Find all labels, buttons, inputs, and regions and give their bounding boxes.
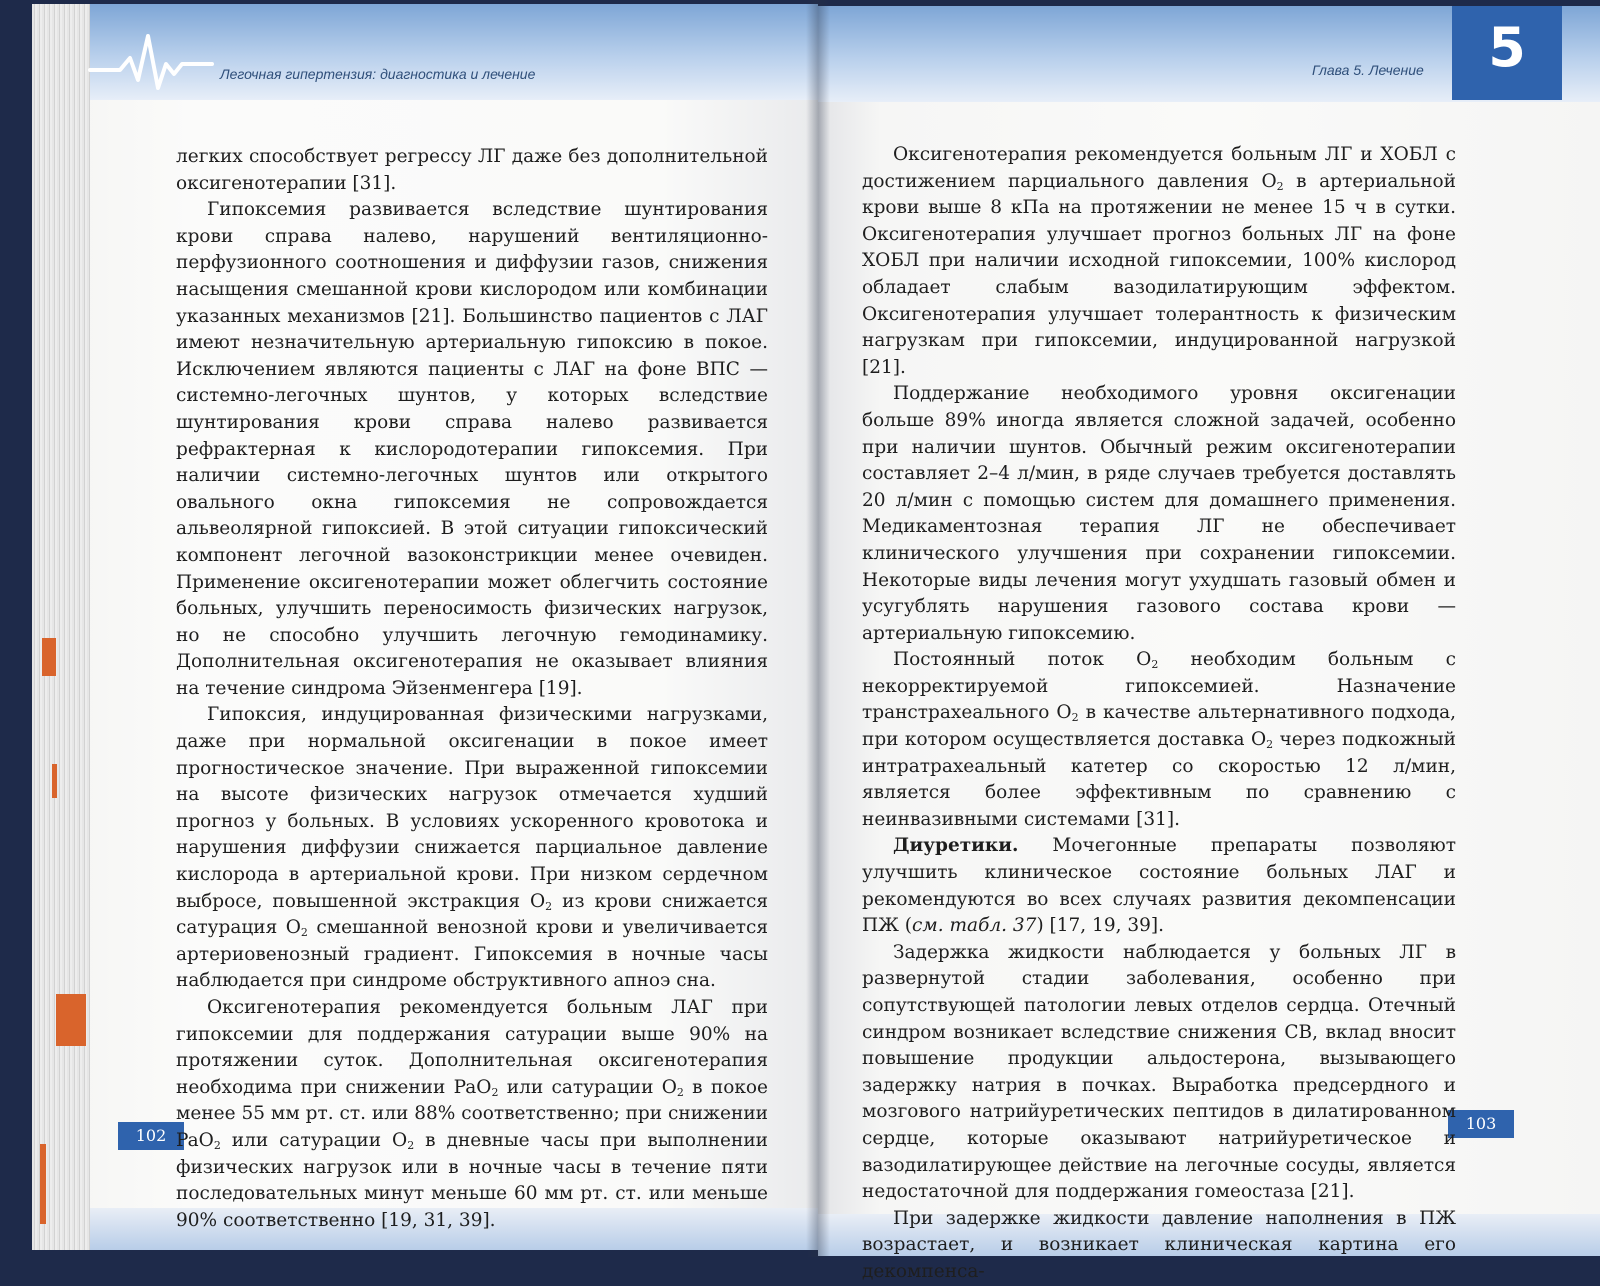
- table-reference: см. табл. 37: [912, 915, 1037, 937]
- paragraph: Оксигенотерапия рекомендуется больным ЛГ и ХОБЛ с достижением парциального давления $O_2$ в артериальной крови выше 8 кПа на протяжении не менее 15 ч в сутки. Оксигенотерапия улучшает прогноз больных ЛГ на фоне ХОБЛ при наличии исходной гипоксемии, 100% кислород обладает слабым вазодилатирующим эффектом. Оксигенотерапия улучшает толерантность к физическим нагрузкам при гипоксемии, индуцированной нагрузкой [21].: [862, 144, 1456, 378]
- paragraph: Постоянный поток $O_2$ необходим больным с некорректируемой гипоксемией. Назначение транстрахеального $O_2$ в качестве альтернативного подхода, при котором осуществляется доставка $O_2$ через подкожный интратрахеальный катетер со скоростью 12 л/мин, является более эффективным по сравнению с неинвазивными системами [31].: [862, 649, 1456, 830]
- book-gutter: [806, 0, 830, 1257]
- paragraph: легких способствует регрессу ЛГ даже без дополнительной оксигенотерапии [31].: [176, 146, 768, 194]
- paragraph: Гипоксемия развивается вследствие шунтирования крови справа налево, нарушений вентиляционно-перфузионного соотношения и диффузии газов, снижения насыщения смешанной крови кислородом или комбинации указанных механизмов [21]. Большинство пациентов с ЛАГ имеют незначительную артериальную гипоксию в покое. Исключением являются пациенты с ЛАГ на фоне ВПС — системно-легочных шунтов, у которых вследствие шунтирования крови справа налево развивается рефрактерная к кислородотерапии гипоксемия. При наличии системно-легочных шунтов или открытого овального окна гипоксемия не сопровождается альвеолярной гипоксией. В этой ситуации гипоксический компонент легочной вазоконстрикции менее очевиден. Применение оксигенотерапии может облегчить состояние больных, улучшить переносимость физических нагрузок, но не способно улучшить легочную гемодинамику. Дополнительная оксигенотерапия не оказывает влияния на течение синдрома Эйзенменгера [19].: [176, 199, 768, 699]
- running-title: Глава 5. Лечение: [1312, 62, 1424, 78]
- page-edge-strip: [32, 4, 90, 1250]
- page-edge-marker: [56, 994, 86, 1046]
- chapter-number-tab: 5: [1452, 6, 1562, 100]
- right-page-text: [862, 142, 1456, 1286]
- page-edge-marker: [42, 638, 56, 676]
- paragraph: При задержке жидкости давление наполнения в ПЖ возрастает, и возникает клиническая картина его декомпенса-: [862, 1207, 1456, 1282]
- running-title: Легочная гипертензия: диагностика и лечение: [220, 66, 536, 82]
- paragraph: Гипоксия, индуцированная физическими нагрузками, даже при нормальной оксигенации в покое имеет прогностическое значение. При выраженной гипоксемии на высоте физических нагрузок отмечается худший прогноз у больных. В условиях ускоренного кровотока и нарушения диффузии снижается парциальное давление кислорода в артериальной крови. При низком сердечном выбросе, повышенной экстракция $O_2$ из крови снижается сатурация $O_2$ смешанной венозной крови и увеличивается артериовенозный градиент. Гипоксемия в ночные часы наблюдается при синдроме обструктивного апноэ сна.: [176, 704, 769, 992]
- page-edge-marker: [40, 1144, 46, 1224]
- paragraph: Оксигенотерапия рекомендуется больным ЛАГ при гипоксемии для поддержания сатурации выше 90% на протяжении суток. Дополнительная оксигенотерапия необходима при снижении PaO$_2$ или сатурации $O_2$ в покое менее 55 мм рт. ст. или 88% соответственно; при снижении PaO$_2$ или сатурации $O_2$ в дневные часы при выполнении физических нагрузок или в ночные часы в течение пяти последовательных минут меньше 60 мм рт. ст. или меньше 90% соответственно [19, 31, 39].: [176, 997, 768, 1231]
- left-page-text: [176, 144, 768, 1234]
- paragraph: Задержка жидкости наблюдается у больных ЛГ в развернутой стадии заболевания, особенно при сопутствующей патологии левых отделов сердца. Отечный синдром возникает вследствие снижения СВ, вклад вносит повышение продукции альдостерона, вызывающего задержку натрия в почках. Выработка предсердного и мозгового натрийуретических пептидов в дилатированном сердце, которые оказывают натрийуретическое и вазодилатирующее действие на легочные сосуды, является недостаточной для поддержания гомеостаза [21].: [862, 941, 1456, 1203]
- bold-term: Диуретики.: [893, 835, 1019, 857]
- left-page: [32, 4, 818, 1250]
- paragraph: Поддержание необходимого уровня оксигенации больше 89% иногда является сложной задачей, особенно при наличии шунтов. Обычный режим оксигенотерапии составляет 2–4 л/мин, в ряде случаев требуется доставлять 20 л/мин с помощью систем для домашнего применения. Медикаментозная терапия ЛГ не обеспечивает клинического улучшения при сохранении гипоксемии. Некоторые виды лечения могут ухудшать газовый обмен и усугублять нарушения газового состава крови — артериальную гипоксемию.: [862, 383, 1456, 644]
- page-edge-marker: [52, 764, 57, 798]
- right-page: [818, 6, 1600, 1282]
- page-number-left: 102: [118, 1122, 184, 1150]
- paragraph: Диуретики. Мочегонные препараты позволяют улучшить клиническое состояние больных ЛАГ и рекомендуются во всех случаях развития декомпенсации ПЖ (см. табл. 37) [17, 19, 39].: [862, 835, 1456, 937]
- page-number-right: 103: [1448, 1110, 1514, 1138]
- ecg-heartbeat-icon: [90, 18, 212, 98]
